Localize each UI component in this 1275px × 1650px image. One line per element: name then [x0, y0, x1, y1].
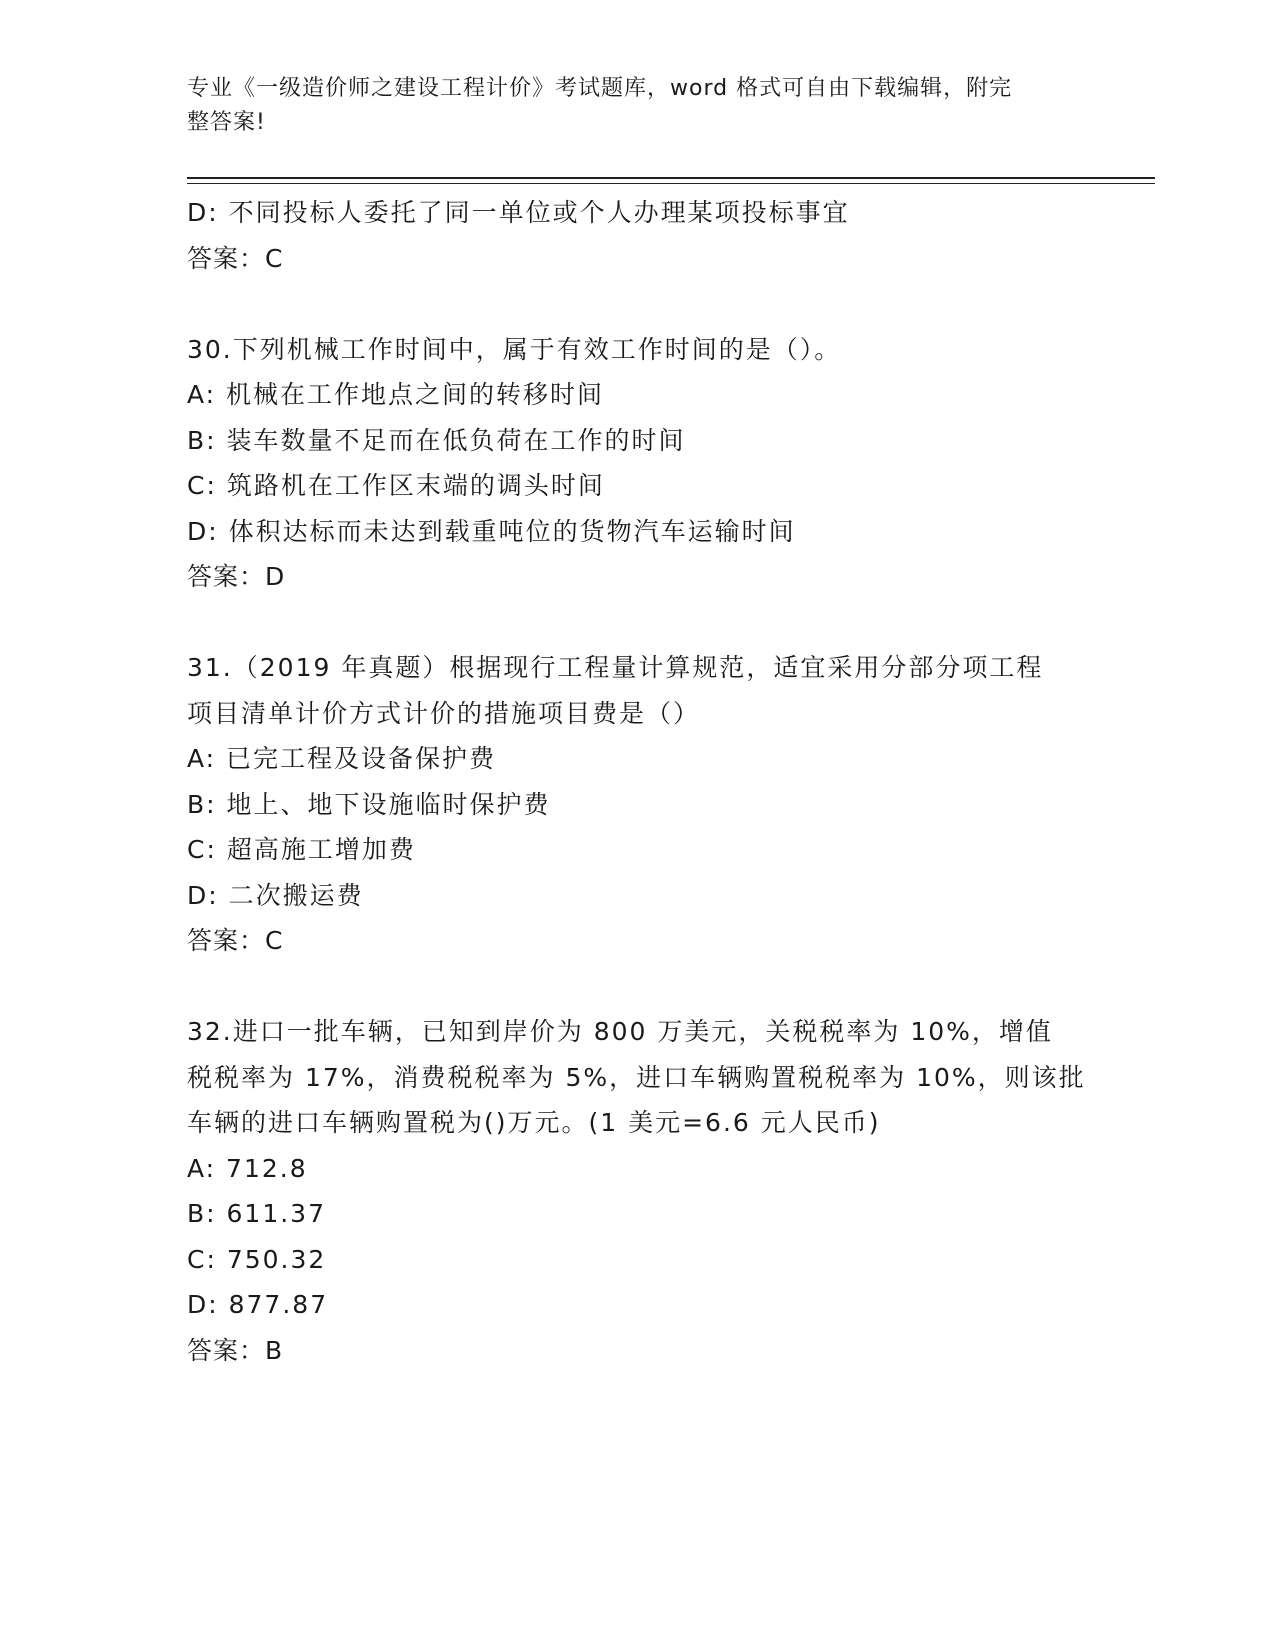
answer-line: 答案：B [187, 1335, 284, 1365]
stem-line: 31.（2019 年真题）根据现行工程量计算规范，适宜采用分部分项工程 [187, 653, 1044, 682]
question-stem [187, 1009, 1087, 1146]
option-c: C: 超高施工增加费 [187, 835, 416, 864]
stem-line: 30.下列机械工作时间中，属于有效工作时间的是（）。 [187, 334, 842, 364]
stem-line: 税税率为 17%，消费税税率为 5%，进口车辆购置税税率为 10%，则该批 [187, 1062, 1086, 1092]
header-divider-thick [187, 177, 1155, 179]
header-line-2: 整答案! [187, 110, 266, 135]
header-divider-thin [187, 183, 1155, 184]
header-line-1: 专业《一级造价师之建设工程计价》考试题库，word 格式可自由下载编辑，附完 [187, 76, 1013, 101]
question-30 [187, 327, 1087, 600]
spacer [187, 600, 1087, 646]
stem-line: 项目清单计价方式计价的措施项目费是（） [187, 698, 701, 728]
question-32 [187, 1009, 1087, 1373]
spacer [187, 281, 1087, 327]
answer-line: 答案：C [187, 243, 284, 273]
option-c: C: 750.32 [187, 1244, 327, 1274]
question-31 [187, 645, 1087, 964]
option-d: D: 877.87 [187, 1290, 329, 1319]
option-c: C: 筑路机在工作区末端的调头时间 [187, 471, 605, 500]
answer-line: 答案：D [187, 562, 286, 591]
question-stem [187, 645, 1087, 736]
question-stem [187, 327, 1087, 373]
option-a: A: 已完工程及设备保护费 [187, 744, 497, 773]
answer-line: 答案：C [187, 926, 284, 955]
option-a: A: 机械在工作地点之间的转移时间 [187, 380, 605, 409]
question-29-tail [187, 190, 1087, 281]
option-b: B: 地上、地下设施临时保护费 [187, 789, 551, 819]
option-d: D: 体积达标而未达到载重吨位的货物汽车运输时间 [187, 516, 796, 546]
stem-line: 车辆的进口车辆购置税为()万元。(1 美元=6.6 元人民币) [187, 1108, 881, 1137]
option-b: B: 装车数量不足而在低负荷在工作的时间 [187, 425, 686, 455]
option-d: D: 不同投标人委托了同一单位或个人办理某项投标事宜 [187, 198, 850, 227]
stem-line: 32.进口一批车辆，已知到岸价为 800 万美元，关税税率为 10%，增值 [187, 1017, 1053, 1046]
question-list [187, 190, 1087, 1373]
spacer [187, 964, 1087, 1010]
option-b: B: 611.37 [187, 1199, 326, 1228]
option-a: A: 712.8 [187, 1153, 308, 1183]
option-d: D: 二次搬运费 [187, 880, 364, 910]
document-header [187, 72, 1067, 140]
